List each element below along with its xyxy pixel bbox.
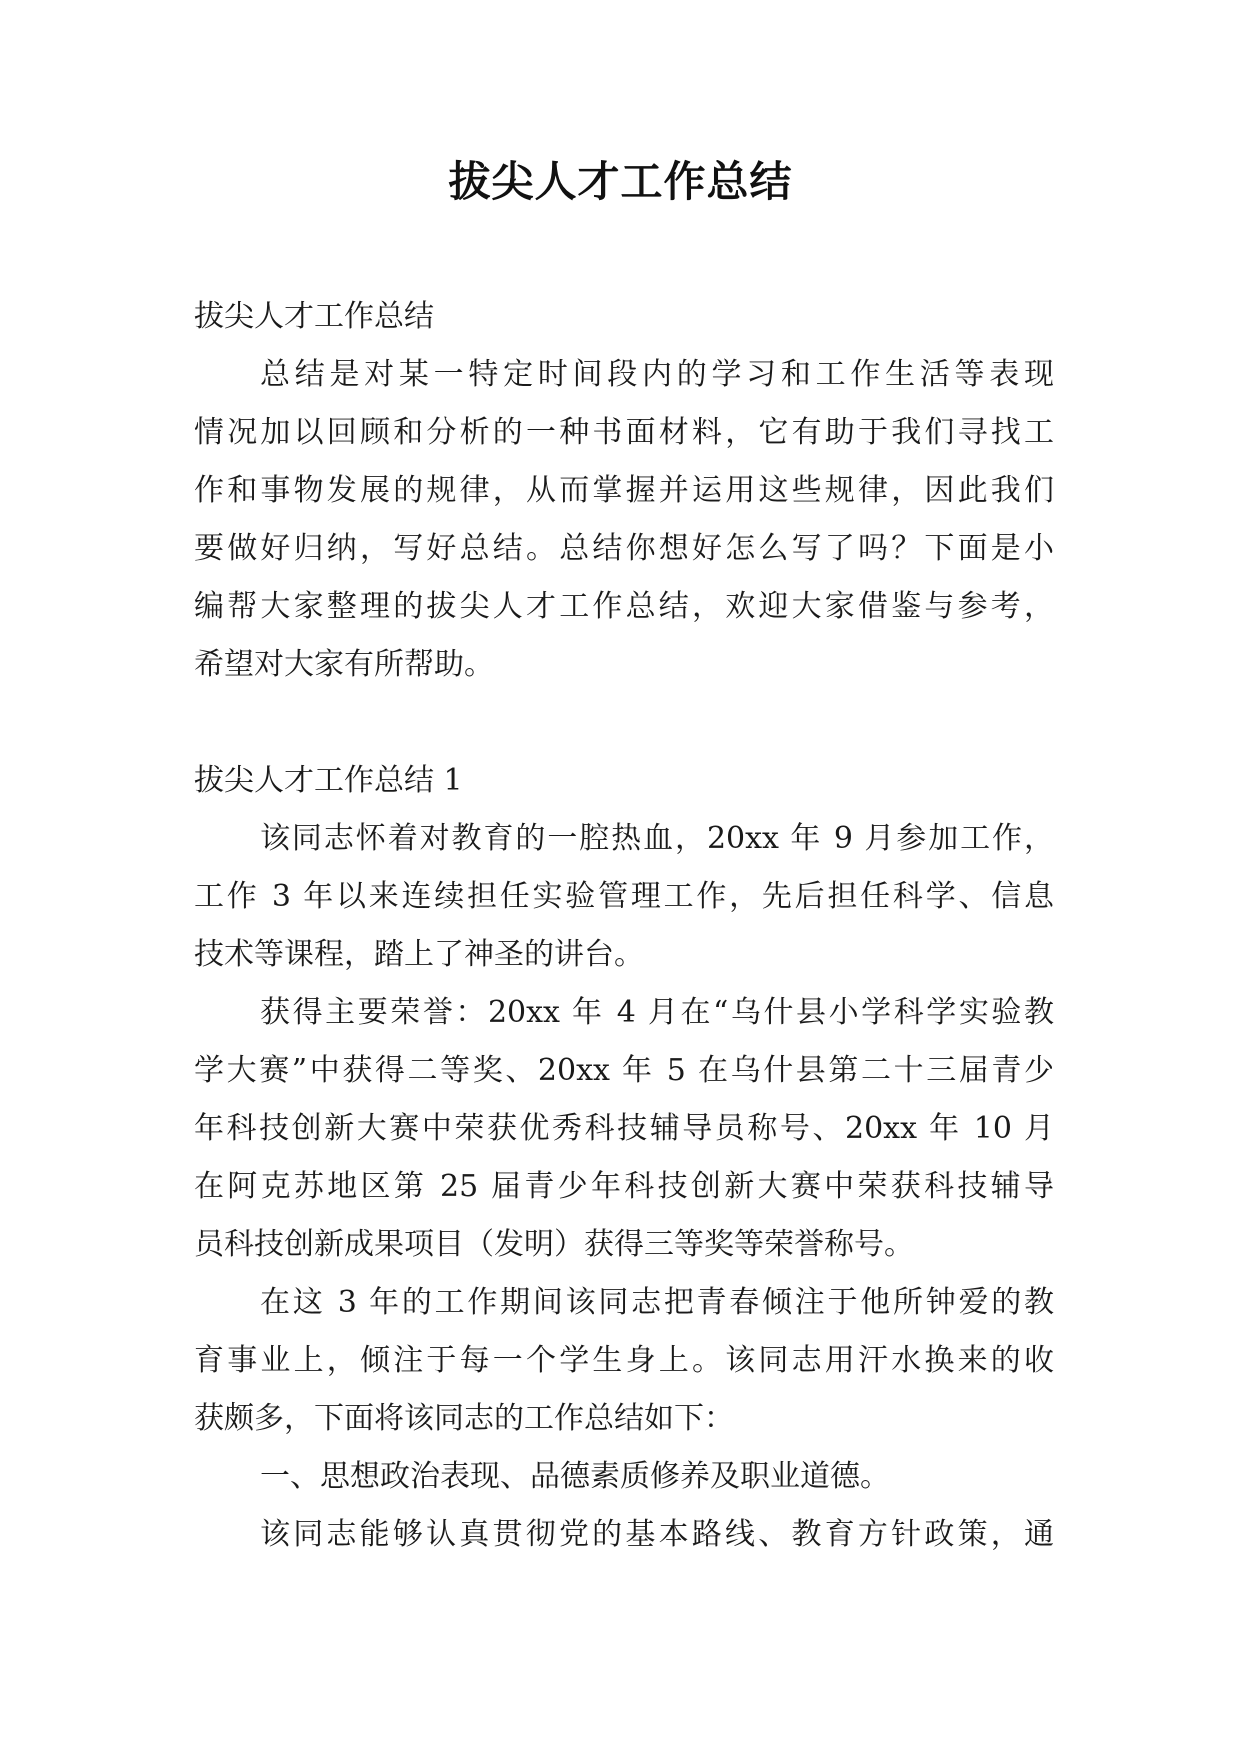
paragraph <box>194 1506 1054 1564</box>
paragraph <box>194 984 1054 1274</box>
section-heading: 拔尖人才工作总结 1 <box>194 763 463 798</box>
paragraph-line: 员科技创新成果项目（发明）获得三等奖等荣誉称号。 <box>194 1227 914 1262</box>
paragraph-line: 年科技创新大赛中荣获优秀科技辅导员称号、20xx 年 10 月 <box>194 1111 1054 1146</box>
paragraph-line: 在这 3 年的工作期间该同志把青春倾注于他所钟爱的教 <box>260 1285 1054 1320</box>
paragraph-line: 工作 3 年以来连续担任实验管理工作，先后担任科学、信息 <box>194 879 1054 914</box>
paragraph-line: 技术等课程，踏上了神圣的讲台。 <box>194 937 644 972</box>
paragraph-line: 作和事物发展的规律，从而掌握并运用这些规律，因此我们 <box>194 473 1054 508</box>
paragraph-line: 一、思想政治表现、品德素质修养及职业道德。 <box>260 1459 890 1494</box>
paragraph-line: 情况加以回顾和分析的一种书面材料，它有助于我们寻找工 <box>194 415 1054 450</box>
paragraph <box>194 1274 1054 1448</box>
intro-paragraph <box>194 346 1054 694</box>
paragraph-line: 希望对大家有所帮助。 <box>194 647 494 682</box>
paragraph <box>194 810 1054 984</box>
paragraph-line: 编帮大家整理的拔尖人才工作总结，欢迎大家借鉴与参考， <box>194 589 1054 624</box>
paragraph-line: 总结是对某一特定时间段内的学习和工作生活等表现 <box>260 357 1054 392</box>
paragraph-line: 在阿克苏地区第 25 届青少年科技创新大赛中荣获科技辅导 <box>194 1169 1054 1204</box>
paragraph-line: 要做好归纳，写好总结。总结你想好怎么写了吗？下面是小 <box>194 531 1054 566</box>
document-body <box>194 288 1054 1564</box>
document-title: 拔尖人才工作总结 <box>448 157 793 206</box>
blank-line <box>194 694 1054 752</box>
paragraph-line: 该同志能够认真贯彻党的基本路线、教育方针政策，通 <box>260 1517 1054 1552</box>
intro-heading: 拔尖人才工作总结 <box>194 299 434 334</box>
paragraph-line: 该同志怀着对教育的一腔热血，20xx 年 9 月参加工作， <box>260 821 1054 856</box>
paragraph <box>194 1448 1054 1506</box>
paragraph-line: 学大赛”中获得二等奖、20xx 年 5 在乌什县第二十三届青少 <box>194 1053 1054 1088</box>
paragraph-line: 育事业上，倾注于每一个学生身上。该同志用汗水换来的收 <box>194 1343 1054 1378</box>
paragraph-line: 获颇多，下面将该同志的工作总结如下： <box>194 1401 734 1436</box>
paragraph-line: 获得主要荣誉：20xx 年 4 月在“乌什县小学科学实验教 <box>260 995 1054 1030</box>
